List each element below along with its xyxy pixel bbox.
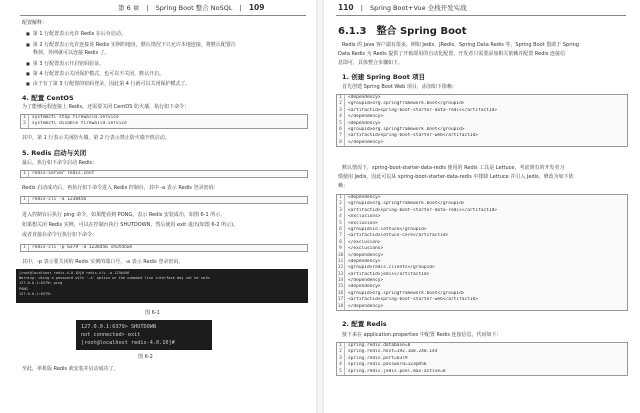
code-text: </exclusion> bbox=[348, 239, 381, 245]
section-4-text: 为了能够远程连接上 Redis，还需要关闭 CentOS 防火墙，执行如下命令： bbox=[22, 104, 190, 110]
right-page-header: 110 | Spring Boot+Vue 全栈开发实战 bbox=[338, 3, 467, 12]
step-1-title: 1. 创建 Spring Boot 项目 bbox=[342, 73, 426, 81]
code-text: <groupId>redis.clients</groupId> bbox=[348, 265, 435, 271]
code-text: <artifactId>lettuce-core</artifactId> bbox=[348, 233, 449, 239]
code-text: <groupId>org.springframework.boot</groupId> bbox=[348, 290, 465, 296]
code-text: systemctl disable firewalld.service bbox=[32, 121, 127, 127]
line-number: 16 bbox=[337, 290, 344, 296]
code-text: </dependency> bbox=[348, 139, 384, 145]
para-1-line-2: 惯使用 Jedis，因此可以从 spring-boot-starter-data-redis 中排除 Lettuce 并引入 Jedis，修改为如下依 bbox=[338, 174, 574, 180]
terminal-screenshot-ping bbox=[16, 269, 308, 303]
line-number: 5 bbox=[337, 121, 345, 127]
line-number: 8 bbox=[337, 240, 345, 246]
intro-line-3: 息即可，具体整合步骤如下。 bbox=[338, 60, 404, 66]
figure-6-2-caption: 图 6-2 bbox=[138, 354, 153, 360]
closing-text: 至此，单机版 Redis 就安装并启动成功了。 bbox=[22, 366, 119, 372]
line-number: 2 bbox=[337, 201, 345, 207]
line-number: 4 bbox=[337, 114, 345, 120]
code-text: <groupId>org.springframework.boot</groupId> bbox=[348, 126, 465, 132]
code-text: <artifactId>spring-boot-starter-web</artifactId> bbox=[348, 133, 479, 139]
terminal-line: 127.0.0.1:6379> ping bbox=[19, 281, 63, 286]
line-number: 1 bbox=[21, 245, 29, 251]
code-text: </dependency> bbox=[348, 278, 384, 284]
code-line bbox=[21, 121, 307, 127]
line-number: 17 bbox=[337, 297, 344, 303]
code-text: <exclusion> bbox=[348, 220, 378, 226]
step-1-text: 首先创建 Spring Boot Web 项目，添加如下依赖： bbox=[342, 84, 457, 90]
right-page bbox=[324, 0, 640, 413]
left-page-header: 第 6 章 | Spring Boot 整合 NoSQL | 109 bbox=[118, 3, 265, 12]
bullet-2-cont: 释掉，外网就可以连接 Redis 了。 bbox=[33, 50, 110, 56]
book-title: Spring Boot+Vue 全栈开发实战 bbox=[370, 4, 467, 12]
code-line bbox=[337, 304, 627, 310]
line-number: 6 bbox=[337, 127, 345, 133]
code-text: <dependency> bbox=[348, 195, 381, 200]
line-number: 8 bbox=[337, 140, 345, 146]
bullet-3: ■ 第 3 行配置表示开启密码验证。 bbox=[26, 61, 104, 68]
left-page bbox=[0, 0, 316, 413]
section-heading bbox=[338, 22, 467, 37]
code-text: </dependency> bbox=[348, 303, 384, 309]
code-text: redis-server redis.conf bbox=[32, 171, 95, 176]
code-text: <exclusions> bbox=[348, 214, 381, 220]
code-4-note: 其中，-p 表示要关闭的 Redis 实例的端口号，-a 表示 Redis 登录密码。 bbox=[22, 259, 184, 265]
line-number: 3 bbox=[337, 108, 345, 114]
line-number: 9 bbox=[337, 246, 345, 252]
line-number: 1 bbox=[337, 343, 345, 349]
code-text: redis-cli -p 6379 -a 1238456 shutdown bbox=[32, 245, 133, 250]
code-text: <artifactId>spring-boot-starter-web</artifactId> bbox=[348, 297, 479, 303]
para-1-line-1: 默认情况下，spring-boot-starter-data-redis 使用的 Redis 工具是 Lettuce，考虑到有的开发者习 bbox=[342, 165, 565, 171]
code-text: systemctl stop firewalld.service bbox=[32, 115, 119, 120]
terminal-line: [root@localhost redis-4.0.10]# bbox=[81, 340, 175, 346]
code-line bbox=[337, 369, 627, 375]
line-number: 1 bbox=[337, 95, 345, 101]
line-number: 3 bbox=[337, 356, 345, 362]
code-line bbox=[337, 140, 627, 146]
intro-line-1: Redis 的 Java 客户端有很多，例如 Jedis、JRedis、Spring Data Redis 等，Spring Boot 借助于 Spring bbox=[342, 42, 579, 48]
step-2-title: 2. 配置 Redis bbox=[342, 320, 387, 328]
chapter-title: Spring Boot 整合 NoSQL bbox=[155, 4, 233, 12]
line-number: 18 bbox=[337, 303, 344, 309]
figure-6-1-caption: 图 6-1 bbox=[145, 310, 160, 316]
code-line bbox=[21, 171, 307, 177]
line-number: 6 bbox=[337, 227, 345, 233]
terminal-line: 127.0.0.1:6379> bbox=[19, 291, 52, 296]
code-block-firewall bbox=[20, 114, 308, 129]
code-text: <groupId>io.lettuce</groupId> bbox=[348, 226, 427, 232]
line-number: 2 bbox=[337, 349, 345, 355]
line-number: 1 bbox=[21, 197, 29, 203]
page-number: 109 bbox=[248, 3, 265, 12]
code-text: <dependency> bbox=[348, 258, 381, 264]
code-text: spring.redis.password=123@456 bbox=[348, 362, 427, 368]
section-5-title: 5. Redis 启动与关闭 bbox=[22, 149, 87, 157]
line-number: 1 bbox=[337, 195, 345, 201]
terminal-line: not connected> exit bbox=[81, 332, 141, 338]
chapter-label: 第 6 章 bbox=[118, 4, 140, 12]
code-text: <groupId>org.springframework.boot</groupId> bbox=[348, 201, 465, 207]
section-number: 6.1.3 bbox=[338, 26, 367, 37]
step-2-text: 接下来在 application.properties 中配置 Redis 连接信息，代码如下： bbox=[342, 332, 502, 338]
terminal-line: Warning: Using a password with '-a' option on the command line interface may not be safe. bbox=[19, 276, 212, 281]
code-2-note: Redis 启动成功后，再执行如下命令进入 Redis 控制台，其中 -a 表示 Redis 登录密码： bbox=[22, 185, 219, 191]
terminal-line: PONG bbox=[19, 286, 28, 291]
header-rule bbox=[20, 15, 306, 16]
code-text: <dependency> bbox=[348, 120, 381, 126]
code-block-redis-properties bbox=[336, 342, 628, 376]
para-1-line-3: 赖： bbox=[338, 183, 349, 189]
code-block-redis-cli bbox=[20, 196, 308, 204]
terminal-screenshot-shutdown bbox=[76, 320, 212, 350]
terminal-line: 127.0.0.1:6379> SHUTDOWN bbox=[81, 324, 156, 330]
code-text: <artifactId>jedis</artifactId> bbox=[348, 271, 430, 277]
code-text: </dependency> bbox=[348, 114, 384, 120]
code-text: </dependency> bbox=[348, 252, 384, 258]
line-number: 4 bbox=[337, 362, 345, 368]
config-intro: 配置解释： bbox=[22, 20, 48, 26]
line-number: 1 bbox=[21, 115, 29, 121]
code-line bbox=[21, 197, 307, 203]
code-text: spring.redis.database=0 bbox=[348, 343, 411, 348]
line-number: 11 bbox=[337, 258, 344, 264]
code-text: spring.redis.jedis.pool.max-active=8 bbox=[348, 368, 446, 374]
code-text: </exclusions> bbox=[348, 246, 384, 252]
para-1-line-1: 进入控制台后执行 ping 命令，如果能看到 PONG，表示 Redis 安装成功，如图 6-1 所示。 bbox=[22, 212, 226, 218]
line-number: 14 bbox=[337, 278, 344, 284]
bullet-5: ■ 由于有了第 3 行配置的密码登录，因此第 4 行就可以关闭保护模式了。 bbox=[26, 81, 191, 88]
code-text: <artifactId>spring-boot-starter-data-redis</artifactId> bbox=[348, 207, 498, 213]
line-number: 2 bbox=[21, 121, 29, 127]
line-number: 2 bbox=[337, 101, 345, 107]
code-text: redis-cli -a 1238456 bbox=[32, 197, 87, 202]
code-block-jedis-dependencies bbox=[336, 194, 628, 311]
code-text: <dependency> bbox=[348, 284, 381, 290]
line-number: 15 bbox=[337, 284, 344, 290]
line-number: 10 bbox=[337, 252, 344, 258]
line-number: 5 bbox=[337, 369, 345, 375]
code-text: <groupId>org.springframework.boot</groupId> bbox=[348, 101, 465, 107]
code-text: spring.redis.port=6379 bbox=[348, 355, 408, 361]
line-number: 7 bbox=[337, 133, 345, 139]
code-text: spring.redis.host=192.168.248.144 bbox=[348, 349, 438, 355]
section-4-title: 4. 配置 CentOS bbox=[22, 94, 74, 102]
intro-line-2: Data Redis 为 Redis 提供了开箱即用的自动化配置，开发者只需要添加相关依赖并配置 Redis 连接信 bbox=[338, 51, 565, 57]
book-spine-gutter bbox=[316, 0, 324, 413]
bullet-4: ■ 第 4 行配置表示关闭保护模式，也可以不关闭，默认开启。 bbox=[26, 71, 164, 78]
line-number: 3 bbox=[337, 208, 345, 214]
line-number: 5 bbox=[337, 221, 345, 227]
code-block-shutdown bbox=[20, 244, 308, 252]
code-text: <dependency> bbox=[348, 95, 381, 100]
terminal-line: [root@localhost redis-4.0.10]# redis-cli -a 123@456 bbox=[19, 271, 130, 275]
bullet-2: ■ 第 2 行配置表示允许连接该 Redis 实例的地址，默认情况下只允许本地连接，将默认配置注 bbox=[26, 42, 236, 49]
line-number: 7 bbox=[337, 233, 345, 239]
para-1-line-3: 或者直接在命令行执行如下命令： bbox=[22, 232, 98, 238]
page-number: 110 bbox=[338, 3, 354, 12]
code-text: <artifactId>spring-boot-starter-data-redis</artifactId> bbox=[348, 107, 498, 113]
line-number: 4 bbox=[337, 214, 345, 220]
line-number: 1 bbox=[21, 171, 29, 177]
para-1-line-2: 如果想关闭 Redis 实例，可以在控制台执行 SHUTDOWN，然后使用 exit 退出(如图 6-2 所示)。 bbox=[22, 222, 239, 228]
code-line bbox=[21, 245, 307, 251]
section-5-text: 最后，执行如下命令启动 Redis： bbox=[22, 160, 98, 166]
code-1-note: 其中，第 1 行表示关闭防火墙，第 2 行表示禁止防火墙开机启动。 bbox=[22, 135, 170, 141]
section-title: 整合 Spring Boot bbox=[376, 26, 467, 37]
code-block-dependencies bbox=[336, 94, 628, 147]
line-number: 13 bbox=[337, 271, 344, 277]
code-block-redis-server bbox=[20, 170, 308, 178]
bullet-1: ■ 第 1 行配置表示允许 Redis 在后台启动。 bbox=[26, 31, 126, 38]
line-number: 12 bbox=[337, 265, 344, 271]
header-rule bbox=[336, 15, 626, 16]
